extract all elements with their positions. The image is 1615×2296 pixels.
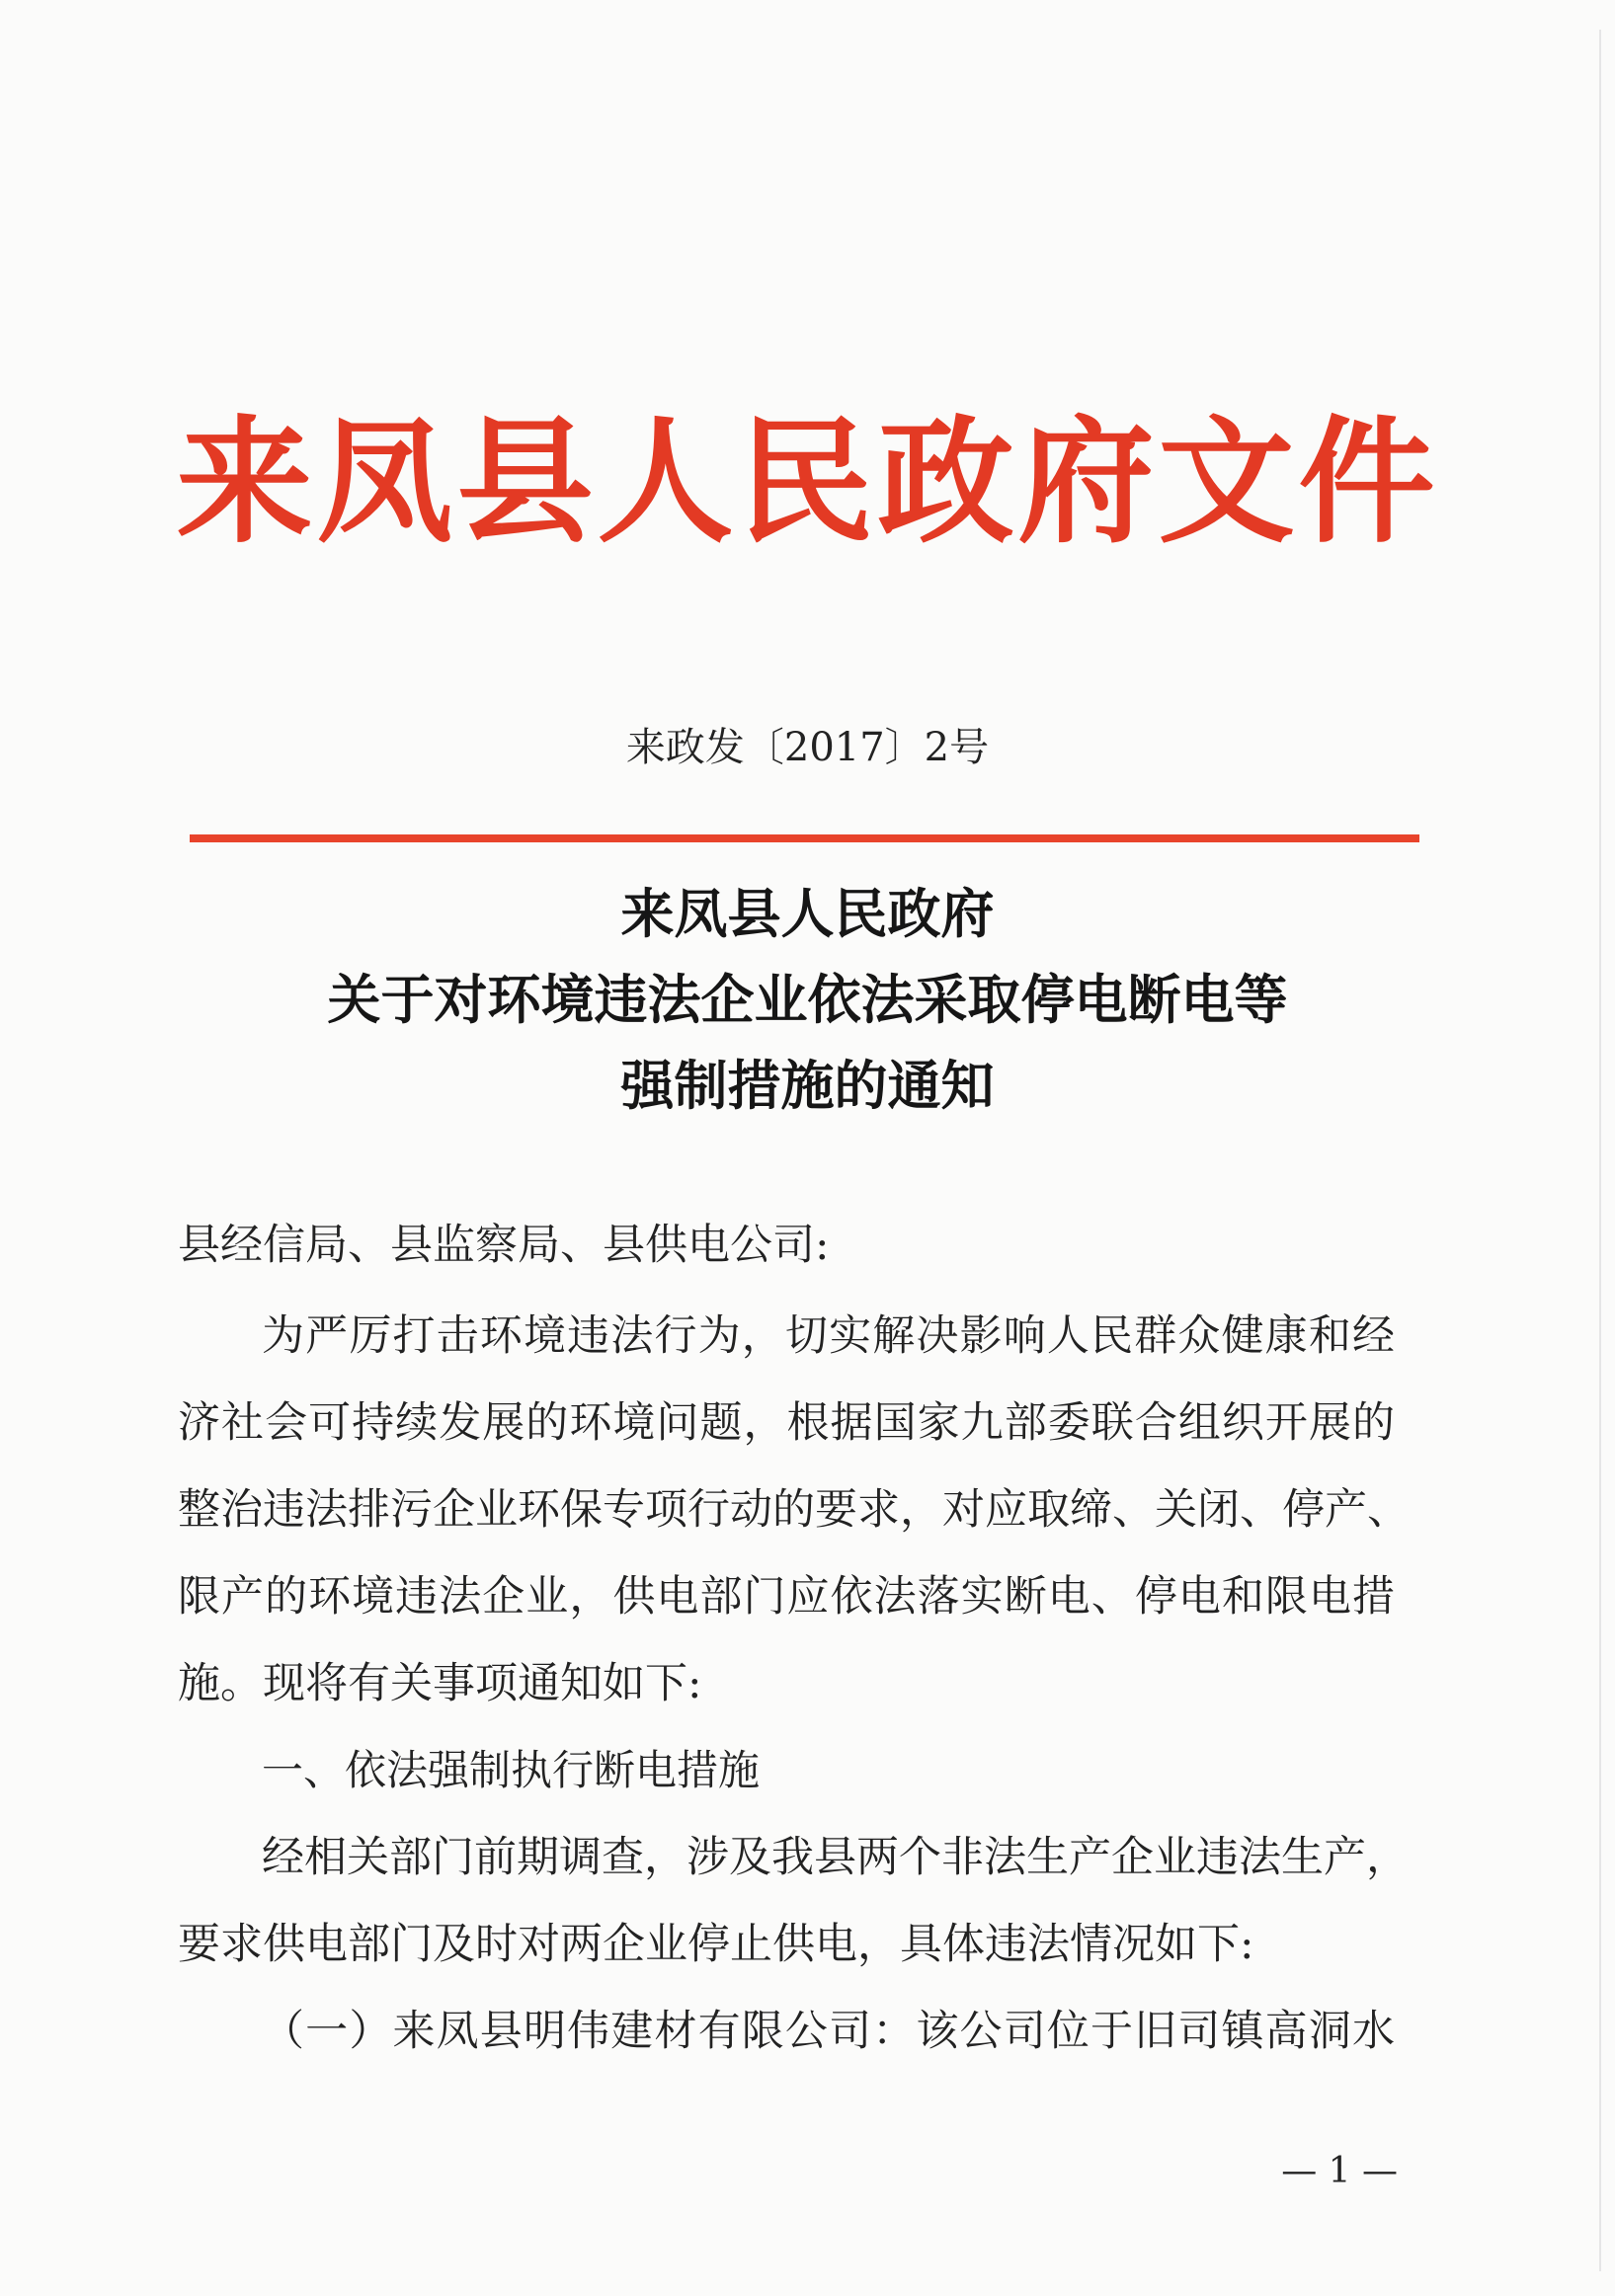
paragraph-1-line-1: 为严厉打击环境违法行为，切实解决影响人民群众健康和经	[262, 1311, 1395, 1361]
paragraph-2-line-2: 要求供电部门及时对两企业停止供电，具体违法情况如下:	[178, 1920, 1254, 1969]
paragraph-1-line-4: 限产的环境违法企业，供电部门应依法落实断电、停电和限电措	[178, 1572, 1395, 1622]
section-heading-1: 一、依法强制执行断电措施	[262, 1746, 761, 1794]
page-number: — 1 —	[1281, 2151, 1398, 2191]
paragraph-3-line-1: （一）来凤县明伟建材有限公司：该公司位于旧司镇高洞水	[262, 2007, 1395, 2056]
red-divider-rule	[190, 834, 1419, 842]
document-masthead: 来凤县人民政府文件	[176, 403, 1439, 562]
paragraph-1-line-3: 整治违法排污企业环保专项行动的要求，对应取缔、关闭、停产、	[178, 1485, 1410, 1535]
title-line-2: 关于对环境违法企业依法采取停电断电等	[327, 968, 1288, 1031]
title-line-1: 来凤县人民政府	[620, 882, 995, 945]
scan-edge-shadow	[1599, 30, 1601, 2271]
document-number: 来政发〔2017〕2号	[625, 725, 990, 770]
paragraph-1-line-2: 济社会可持续发展的环境问题，根据国家九部委联合组织开展的	[178, 1398, 1395, 1448]
paragraph-1-line-5: 施。现将有关事项通知如下:	[178, 1659, 702, 1708]
paragraph-2-line-1: 经相关部门前期调查，涉及我县两个非法生产企业违法生产，	[262, 1833, 1409, 1882]
addressee-line: 县经信局、县监察局、县供电公司:	[178, 1221, 830, 1270]
title-line-3: 强制措施的通知	[620, 1054, 995, 1117]
